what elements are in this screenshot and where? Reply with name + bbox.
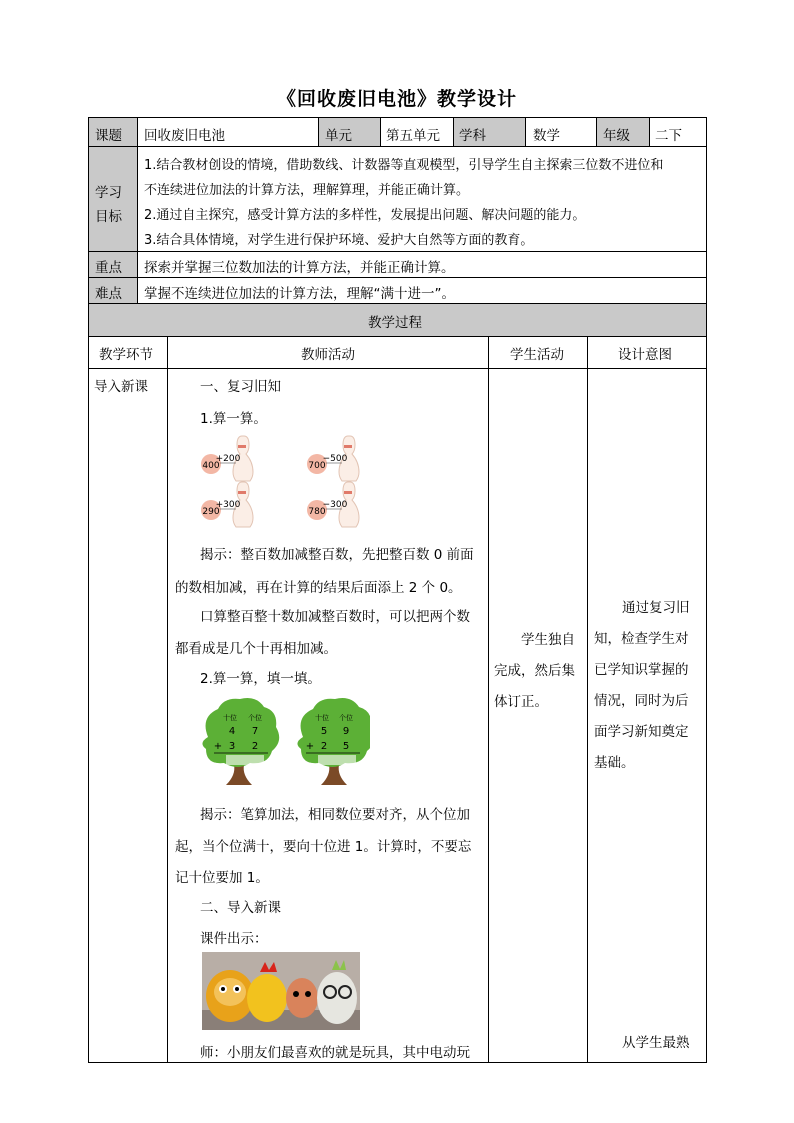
pin-op: −300 xyxy=(322,500,348,510)
goal-line: 不连续进位加法的计算方法，理解算理，并能正确计算。 xyxy=(144,183,470,198)
oral-line: 都看成是几个十再相加减。 xyxy=(175,641,337,657)
reveal-2-line: 起，当个位满十，要向十位进 1。计算时，不要忘 xyxy=(175,839,472,855)
heading-review: 一、复习旧知 xyxy=(200,379,281,395)
intent-line: 通过复习旧 xyxy=(622,600,690,616)
oral-line: 口算整百整十数加减整百数时，可以把两个数 xyxy=(200,609,470,625)
value-grade: 二下 xyxy=(655,128,682,144)
pin-base: 700 xyxy=(308,461,326,471)
tens-label: 十位 xyxy=(315,714,329,722)
value-subject: 数学 xyxy=(533,128,560,144)
col-teacher: 教师活动 xyxy=(301,347,355,363)
label-difficult: 难点 xyxy=(95,286,122,302)
teacher-line: 师：小朋友们最喜欢的就是玩具，其中电动玩 xyxy=(200,1045,470,1061)
intent-bottom: 从学生最熟 xyxy=(622,1035,690,1051)
question-1: 1.算一算。 xyxy=(200,411,267,427)
tree-2 xyxy=(297,698,370,785)
intent-line: 知，检查学生对 xyxy=(594,631,689,647)
goal-line: 1.结合教材创设的情境，借助数线、计数器等直观模型，引导学生自主探索三位数不进位和 xyxy=(144,158,664,173)
label-unit: 单元 xyxy=(325,128,352,144)
tree-1 xyxy=(202,698,279,785)
reveal-2-line: 揭示：笔算加法，相同数位要对齐，从个位加 xyxy=(200,807,470,823)
student-line: 学生独自 xyxy=(521,632,575,648)
pin-base: 780 xyxy=(308,507,326,517)
digit: 2 xyxy=(251,741,259,752)
toys-photo xyxy=(202,952,360,1030)
col-intent: 设计意图 xyxy=(618,347,672,363)
bowling-pins-figure xyxy=(198,432,368,530)
label-goals-1: 学习 xyxy=(95,185,122,201)
label-grade: 年级 xyxy=(603,128,630,144)
tens-label: 十位 xyxy=(223,714,237,722)
intent-line: 面学习新知奠定 xyxy=(594,724,689,740)
pin-base: 290 xyxy=(202,507,220,517)
bowling-pin-3 xyxy=(201,482,253,527)
ones-label: 个位 xyxy=(339,714,353,722)
reveal-1-line: 的数相加减，再在计算的结果后面添上 2 个 0。 xyxy=(175,580,462,596)
heading-intro: 二、导入新课 xyxy=(200,900,281,916)
digit: 7 xyxy=(251,726,259,737)
reveal-1-line: 揭示：整百数加减整百数，先把整百数 0 前面 xyxy=(200,547,474,563)
stage-name: 导入新课 xyxy=(94,379,148,395)
student-line: 完成，然后集 xyxy=(494,663,575,679)
question-2: 2.算一算，填一填。 xyxy=(200,671,321,687)
label-subject: 学科 xyxy=(459,128,486,144)
bowling-pin-1 xyxy=(201,436,253,481)
col-stage: 教学环节 xyxy=(99,347,153,363)
bowling-pin-2 xyxy=(307,436,359,481)
intent-line: 已学知识掌握的 xyxy=(594,662,689,678)
difficult-text: 掌握不连续进位加法的计算方法，理解“满十进一”。 xyxy=(144,286,455,302)
operator: + xyxy=(305,741,315,752)
label-key: 重点 xyxy=(95,260,122,276)
page-title: 《回收废旧电池》教学设计 xyxy=(276,88,517,110)
operator: + xyxy=(213,741,223,752)
value-topic: 回收废旧电池 xyxy=(144,128,225,144)
goal-line: 2.通过自主探究，感受计算方法的多样性，发展提出问题、解决问题的能力。 xyxy=(144,208,586,223)
pin-op: +300 xyxy=(215,500,241,510)
col-student: 学生活动 xyxy=(510,347,564,363)
intent-line: 情况，同时为后 xyxy=(594,693,689,709)
addition-trees-figure xyxy=(200,697,370,789)
digit: 9 xyxy=(342,726,350,737)
reveal-2-line: 记十位要加 1。 xyxy=(175,870,269,886)
courseware-label: 课件出示： xyxy=(200,931,268,947)
digit: 3 xyxy=(228,741,236,752)
pin-op: +200 xyxy=(215,454,241,464)
label-topic: 课题 xyxy=(95,128,122,144)
process-title: 教学过程 xyxy=(368,315,422,331)
value-unit: 第五单元 xyxy=(386,128,440,144)
goal-line: 3.结合具体情境，对学生进行保护环境、爱护大自然等方面的教育。 xyxy=(144,233,534,248)
key-text: 探索并掌握三位数加法的计算方法，并能正确计算。 xyxy=(144,260,455,276)
intent-line: 基础。 xyxy=(594,755,635,771)
digit: 2 xyxy=(320,741,328,752)
bowling-pin-4 xyxy=(307,482,359,527)
pin-base: 400 xyxy=(202,461,220,471)
digit: 5 xyxy=(320,726,328,737)
digit: 4 xyxy=(228,726,236,737)
ones-label: 个位 xyxy=(248,714,262,722)
digit: 5 xyxy=(342,741,350,752)
student-line: 体订正。 xyxy=(494,694,548,710)
pin-op: −500 xyxy=(322,454,348,464)
label-goals-2: 目标 xyxy=(95,209,122,225)
